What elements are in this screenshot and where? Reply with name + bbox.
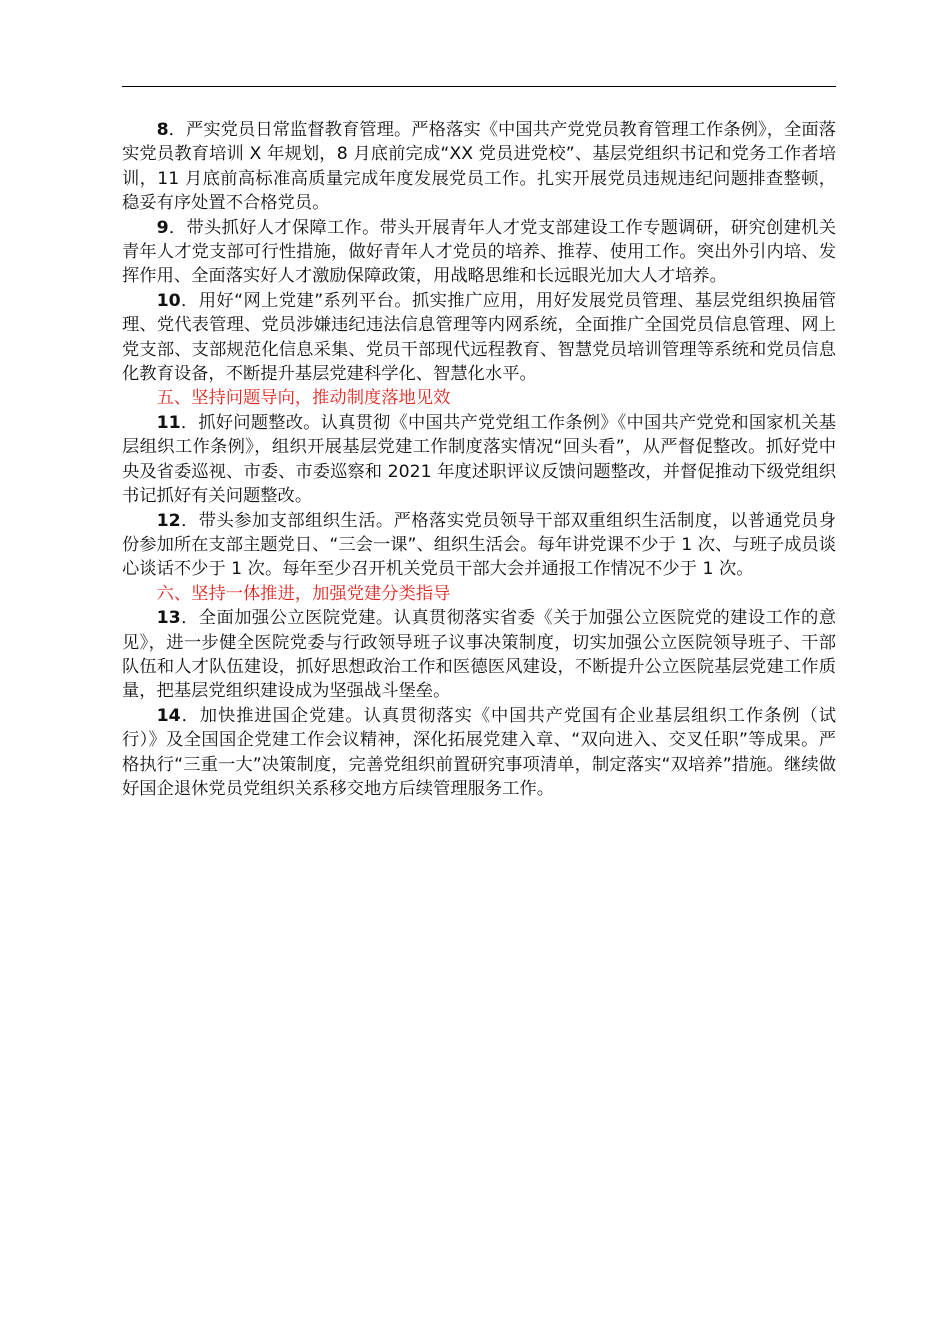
item-11	[122, 411, 836, 509]
section-heading-5: 五、坚持问题导向，推动制度落地见效	[156, 388, 451, 409]
item-number: 9	[156, 217, 169, 238]
item-text: ．全面加强公立医院党建。认真贯彻落实省委《关于加强公立医院党的建设工作的意见》，进一步健全医院党委与行政领导班子议事决策制度，切实加强公立医院领导班子、干部队伍和人才队伍建设，抓好思想政治工作和医德医风建设，不断提升公立医院基层党建工作质量，把基层党组织建设成为坚强战斗堡垒。	[122, 608, 836, 702]
item-text: ．严实党员日常监督教育管理。严格落实《中国共产党党员教育管理工作条例》，全面落实党员教育培训 X 年规划，8 月底前完成“XX 党员进党校”、基层党组织书记和党务工作者培训，11 月底前高标准高质量完成年度发展党员工作。扎实开展党员违规违纪问题排查整顿，稳妥有序处置不合格党员。	[122, 120, 836, 214]
item-9	[122, 216, 836, 289]
header-rule	[122, 86, 836, 87]
item-text: ．带头参加支部组织生活。严格落实党员领导干部双重组织生活制度，以普通党员身份参加所在支部主题党日、“三会一课”、组织生活会。每年讲党课不少于 1 次、与班子成员谈心谈话不少于 1 次。每年至少召开机关党员干部大会并通报工作情况不少于 1 次。	[122, 510, 836, 580]
item-13	[122, 606, 836, 704]
item-10	[122, 289, 836, 387]
item-number: 14	[156, 705, 181, 726]
section-heading-6: 六、坚持一体推进，加强党建分类指导	[156, 583, 451, 604]
document-body	[122, 118, 836, 801]
item-text: ．加快推进国企党建。认真贯彻落实《中国共产党国有企业基层组织工作条例（试行）》及全国国企党建工作会议精神，深化拓展党建入章、“双向进入、交叉任职”等成果。严格执行“三重一大”决策制度，完善党组织前置研究事项清单，制定落实“双培养”措施。继续做好国企退休党员党组织关系移交地方后续管理服务工作。	[122, 705, 836, 799]
item-text: ．带头抓好人才保障工作。带头开展青年人才党支部建设工作专题调研，研究创建机关青年人才党支部可行性措施，做好青年人才党员的培养、推荐、使用工作。突出外引内培、发挥作用、全面落实好人才激励保障政策，用战略思维和长远眼光加大人才培养。	[122, 217, 836, 287]
item-14	[122, 704, 836, 802]
item-number: 8	[156, 120, 169, 140]
item-number: 12	[156, 510, 181, 531]
item-number: 11	[156, 412, 181, 433]
item-8	[122, 118, 836, 216]
item-number: 10	[156, 290, 181, 311]
item-text: ．抓好问题整改。认真贯彻《中国共产党党组工作条例》《中国共产党党和国家机关基层组织工作条例》，组织开展基层党建工作制度落实情况“回头看”，从严督促整改。抓好党中央及省委巡视、市委、市委巡察和 2021 年度述职评议反馈问题整改，并督促推动下级党组织书记抓好有关问题整改。	[122, 412, 836, 507]
item-12	[122, 509, 836, 582]
item-text: ．用好“网上党建”系列平台。抓实推广应用，用好发展党员管理、基层党组织换届管理、党代表管理、党员涉嫌违纪违法信息管理等内网系统，全面推广全国党员信息管理、网上党支部、支部规范化信息采集、党员干部现代远程教育、智慧党员培训管理等系统和党员信息化教育设备，不断提升基层党建科学化、智慧化水平。	[122, 290, 836, 385]
item-number: 13	[156, 608, 181, 629]
